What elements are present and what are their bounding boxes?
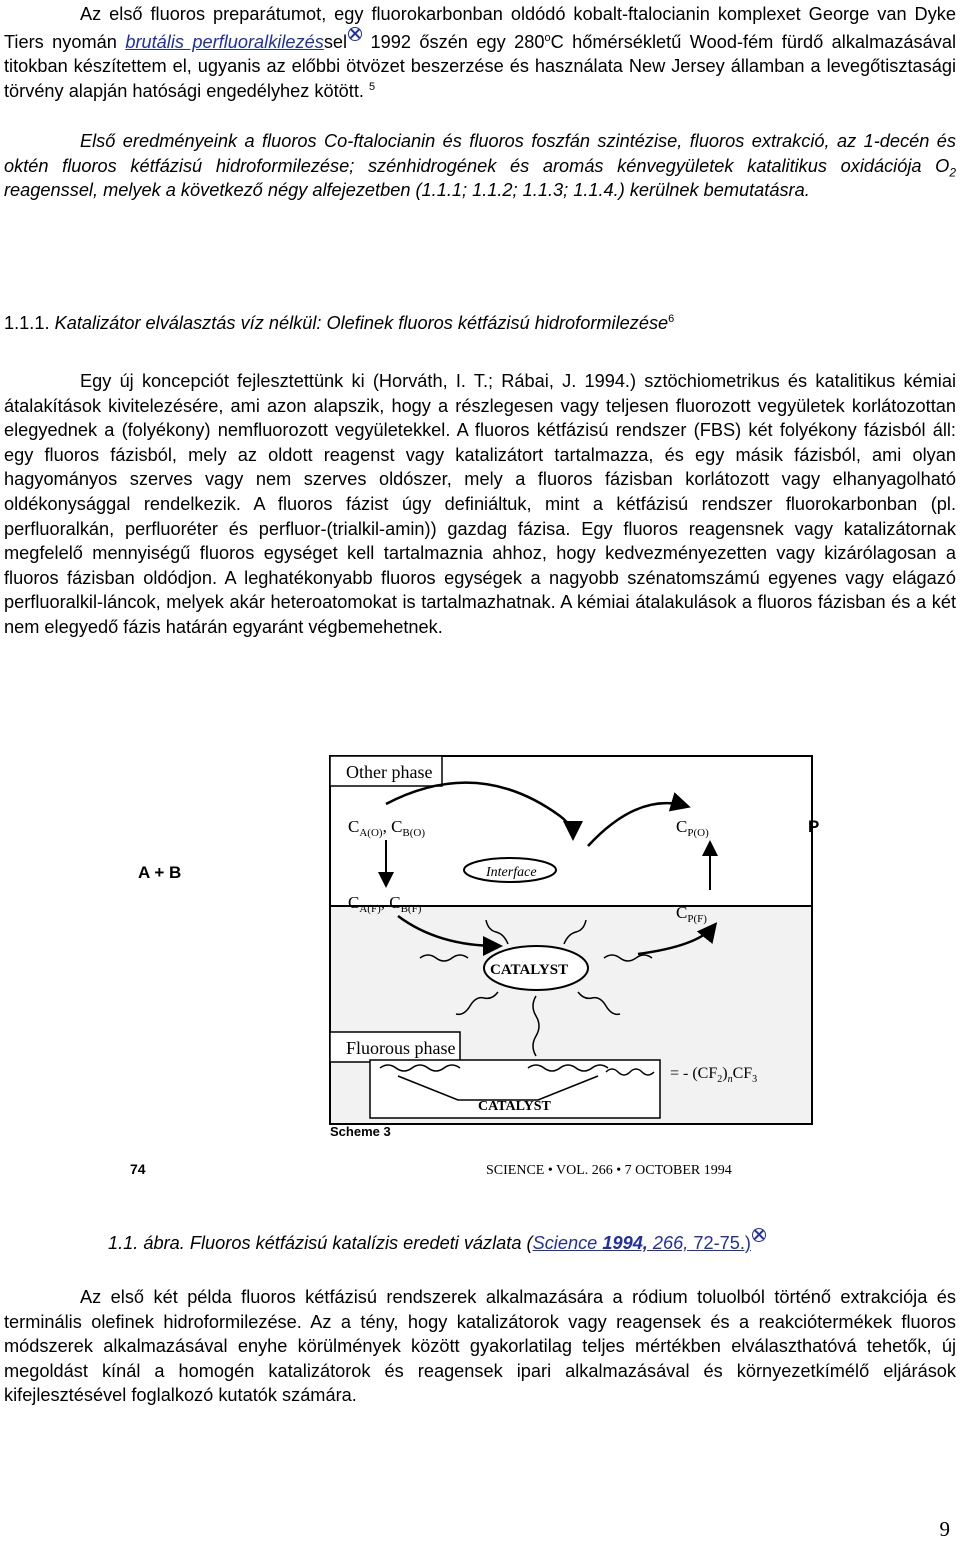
science-reference-link[interactable]: Science 1994, 266, 72-75.) [532,1233,751,1254]
scheme-label: Scheme 3 [330,1124,391,1139]
footnote-ref: 5 [369,80,376,93]
journal-page: 74 [130,1161,146,1177]
conc-other-p: $C_{P(O)}$ [676,817,709,839]
paragraph-examples: Az első két példa fluoros kétfázisú rendszerek alkalmazására a ródium toluolból történő extrakciója és terminális olefinek hidroformilezése. Az a tény, hogy katalizátorok vagy reagensek és a reakciótermékek fluoros módszerek alkalmazásával enyhe körülmények között gyakorlatilag teljes mértékben elválaszthatóvá tehetők, új megoldást kínál a homogén katalizátorok és reagensek ipari alkalmazásával és környezetkímélő eljárások kifejlesztésével foglalkozó kutatók számára. [4,1287,956,1406]
section-heading: 1.1.1. Katalizátor elválasztás víz nélkül: Olefinek fluoros kétfázisú hidroformilezése$^6$ [4,312,675,333]
paragraph-intro: Az első fluoros preparátumot, egy fluorokarbonban oldódó kobalt-ftalocianin komplexet George van Dyke Tiers nyomán brutális perfluoralkilezéssel 1992 őszén egy 280$^o$C hőmérsékletű Wood-fém fürdő alkalmazásával titokban készítettem el, ugyanis az előbbi ötvözet beszerzése és használata New Jersey államban a levegőtisztasági törvény alapján hatósági engedélyhez kötött. $^5$ [4,4,956,101]
perfluoralkylation-link[interactable]: brutális perfluoralkilezés [125,31,324,52]
figure-caption: 1.1. ábra. Fluoros kétfázisú katalízis eredeti vázlata (Science 1994, 266, 72-75.) [108,1228,766,1254]
paragraph-results: Első eredményeink a fluoros Co-ftalocianin és fluoros foszfán szintézise, fluoros extrakció, az 1-decén és oktén fluoros kétfázisú hidroformilezése; szénhidrogének és aromás kénvegyületek katalitikus oxidációja $O_2$ reagenssel, melyek a következő négy alfejezetben (1.1.1; 1.1.2; 1.1.3; 1.1.4.) kerülnek bemutatásra. [4,131,956,201]
conc-other-ab: $C_{A(O)}$, $C_{B(O)}$ [348,817,426,839]
interface-label: Interface [486,865,537,880]
fluorous-phase-label: Fluorous phase [346,1038,456,1058]
external-link-icon[interactable] [752,1228,766,1242]
catalyst-bottom-label: CATALYST [478,1099,551,1114]
conc-fluorous-ab: $C_{A(F)}$, $C_{B(F)}$ [348,893,422,915]
conc-fluorous-p: $C_{P(F)}$ [676,903,707,925]
journal-info: SCIENCE • VOL. 266 • 7 OCTOBER 1994 [486,1163,732,1178]
product-label: P [808,817,820,836]
reactants-label: A + B [138,863,182,882]
paragraph-concept: Egy új koncepciót fejlesztettünk ki (Horváth, I. T.; Rábai, J. 1994.) sztöchiometrikus és katalitikus kémiai átalakítások kivitelezésére, ami azon alapszik, hogy a részlegesen vagy teljesen fluorozott vegyületek korlátozottan elegyednek a (folyékony) nemfluorozott vegyületekkel. A fluoros kétfázisú rendszer (FBS) két folyékony fázisból áll: egy fluoros fázisból, mely az oldott reagenst vagy katalizátort tartalmazza, és egy másik fázisból, ami olyan hagyományos szerves vagy nem szerves oldószer, mely a fluoros fázisban korlátozott vagy elhanyagolható oldékonysággal rendelkezik. A fluoros fázist úgy definiáltuk, mint a kétfázisú rendszer fluorokarbonban (pl. perfluoralkán, perfluoréter és perfluor-(trialkil-amin)) gazdag fázisa. Egy fluoros reagensnek vagy katalizátornak megfelelő mennyiségű fluoros egységet kell tartalmaznia ahhoz, hogy kedvezményezetten vagy kizárólagosan a fluoros fázisban oldódjon. A leghatékonyabb fluoros egységek a nagyobb szénatomszámú egyenes vagy elágazó perfluoralkil-láncok, melyek akár heteroatomokat is tartalmazhatnak. A kémiai átalakulások a fluoros fázisban és a két nem elegyedő fázis határán egyaránt végbemehetnek. [4,371,956,637]
scheme-figure [118,696,830,1186]
scheme-diagram [118,696,830,1186]
external-link-icon[interactable] [348,27,362,41]
catalyst-label: CATALYST [490,962,569,978]
legend-formula: = - $(CF_2)_nCF_3$ [670,1065,758,1085]
other-phase-label: Other phase [346,762,433,782]
page-number: 9 [939,1517,950,1541]
